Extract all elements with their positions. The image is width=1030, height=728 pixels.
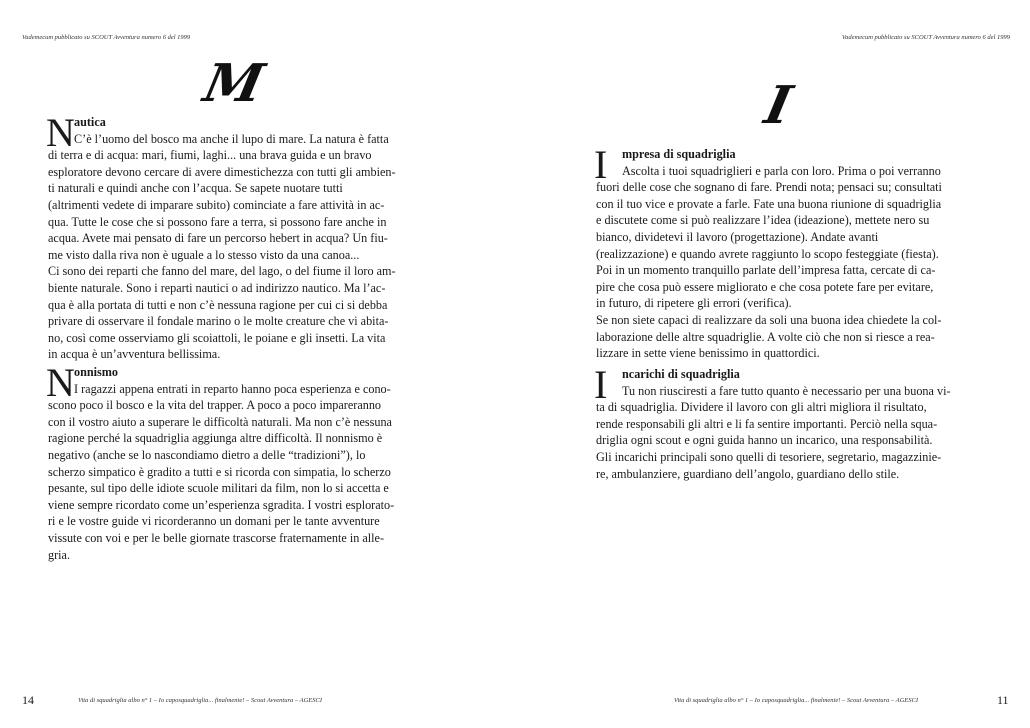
body-line: Ascolta i tuoi squadriglieri e parla con loro. Prima o poi verranno: [622, 163, 941, 178]
body-line: vissute con voi e per le belle giornate trascorse fraternamente in alle-: [48, 530, 385, 545]
body-line: ragione perché la squadriglia aggiunga altre difficoltà. Il nonnismo è: [48, 431, 383, 446]
section-title: ncarichi di squadriglia: [622, 367, 740, 381]
body-line: gria.: [48, 547, 70, 562]
drop-cap: N: [46, 360, 75, 405]
body-line: con il vostro aiuto a superare le difficoltà naturali. Ma non c’è nessuna: [48, 414, 392, 429]
body-line: (altrimenti vedete di imparare subito) cominciate a fare attività in ac-: [48, 197, 385, 212]
section-title: autica: [74, 115, 106, 129]
body-line: no, così come osserviamo gli scoiattoli, le poiane e gli insetti. La vita: [48, 330, 386, 345]
body-line: me visto dalla riva non è uguale a lo stesso visto da una canoa...: [48, 247, 360, 262]
body-line: Se non siete capaci di realizzare da soli una buona idea chiedete la col-: [596, 312, 942, 327]
body-line: scherzo simpatico è gradito a tutti e si ricorda con simpatia, lo scherzo: [48, 464, 391, 479]
body-line: ri e le vostre guide vi ricorderanno un domani per le tante avventure: [48, 514, 380, 529]
body-line: bianco, dividetevi il lavoro (progettazione). Andate avanti: [596, 229, 879, 244]
body-line: I ragazzi appena entrati in reparto hanno poca esperienza e cono-: [74, 381, 391, 396]
body-line: e discutete come si può realizzare l’idea (ideazione), mettete nero su: [596, 213, 930, 228]
section-nonnismo: [46, 360, 438, 563]
drop-cap: I: [594, 362, 608, 407]
body-line: Ci sono dei reparti che fanno del mare, del lago, o del fiume il loro am-: [48, 264, 396, 279]
section-title: onnismo: [74, 365, 119, 379]
body-line: di terra e di acqua: mari, fiumi, laghi... una brava guida e un bravo: [48, 148, 372, 163]
body-line: pesante, sul tipo delle idiote scuole militari da film, non lo si accetta e: [48, 481, 389, 496]
body-line: biente naturale. Sono i reparti nautici o ad indirizzo nautico. Ma l’ac-: [48, 280, 386, 295]
body-line: rende responsabili gli altri e li fa sentire importanti. Perciò nella squa-: [596, 416, 938, 431]
body-line: Tu non riusciresti a fare tutto quanto è necessario per una buona vi-: [622, 383, 951, 398]
body-line: negativo (anche se lo nascondiamo dietro a delle “tradizioni”), lo: [48, 447, 366, 462]
body-line: privare di osservare il fondale marino o le molte creature che vi abita-: [48, 314, 389, 329]
body-line: esploratore devono cercare di avere dimestichezza con tutti gli ambien-: [48, 164, 396, 179]
section-body: [48, 131, 448, 363]
drop-cap: I: [594, 142, 608, 187]
body-line: ta di squadriglia. Dividere il lavoro con gli altri migliora il risultato,: [596, 400, 927, 415]
body-line: qua è alla portata di tutti e non c’è nessuna ragione per cui ci si debba: [48, 297, 388, 312]
body-line: qua. Tutte le cose che si possono fare a terra, si possono fare anche in: [48, 214, 387, 229]
section-body: [596, 163, 996, 362]
body-line: viene sempre ricordato come un’esperienza sgradita. I vostri esplorato-: [48, 497, 395, 512]
body-line: in acqua è un’avventura bellissima.: [48, 347, 221, 362]
body-line: (realizzazione) e quando avrete raggiunto lo scopo festeggiate (fiesta).: [596, 246, 939, 261]
body-line: Poi in un momento tranquillo parlate dell’impresa fatta, cercate di ca-: [596, 263, 936, 278]
footer-left: Vita di squadriglia albo n° 1 – Io caposquadriglia... finalmente! – Scout Avventura – AGESCI: [78, 697, 322, 704]
header-left: Vademecum pubblicato su SCOUT Avventura numero 6 del 1999: [22, 34, 191, 41]
body-line: in futuro, di ripetere gli errori (verifica).: [596, 296, 792, 311]
section-impresa: [594, 142, 996, 362]
body-line: laborazione delle altre squadriglie. A volte ciò che non si riesce a rea-: [596, 329, 935, 344]
body-line: fuori delle cose che sognano di fare. Prendi nota; pensaci su; consultati: [596, 180, 942, 195]
body-line: Gli incarichi principali sono quelli di tesoriere, segretario, magazzinie-: [596, 449, 942, 464]
body-line: C’è l’uomo del bosco ma anche il lupo di mare. La natura è fatta: [74, 131, 389, 146]
section-nautica: [46, 110, 448, 363]
ornamental-m-letter: M: [198, 53, 270, 114]
page-number-left: 14: [22, 693, 34, 707]
body-line: lizzare in sette viene benissimo in quattordici.: [596, 346, 820, 361]
body-line: pire che cosa può essere migliorato e che cosa potete fare per evitare,: [596, 279, 934, 294]
header-right: Vademecum pubblicato su SCOUT Avventura numero 6 del 1999: [841, 34, 1010, 41]
section-body: [596, 383, 996, 483]
section-title: mpresa di squadriglia: [622, 147, 736, 161]
page-number-right: 11: [997, 693, 1009, 707]
footer-right: Vita di squadriglia albo n° 1 – Io caposquadriglia... finalmente! – Scout Avventura – AGESCI: [674, 697, 918, 704]
body-line: con il tuo vice e provate a farle. Fate una buona riunione di squadriglia: [596, 196, 942, 211]
body-line: driglia ogni scout e ogni guida hanno un incarico, una responsabilità.: [596, 433, 933, 448]
body-line: ti naturali e quindi anche con l’acqua. Se sapete nuotare tutti: [48, 181, 343, 196]
drop-cap: N: [46, 110, 75, 155]
ornamental-i-letter: I: [759, 75, 797, 136]
body-line: scono poco il bosco e la vita del trapper. A poco a poco impareranno: [48, 398, 382, 413]
body-line: re, ambulanziere, guardiano dell’angolo, guardiano dello stile.: [596, 466, 900, 481]
body-line: acqua. Avete mai pensato di fare un percorso hebert in acqua? Un fiu-: [48, 231, 388, 246]
section-incarichi: [594, 362, 996, 482]
section-body: [48, 381, 438, 564]
